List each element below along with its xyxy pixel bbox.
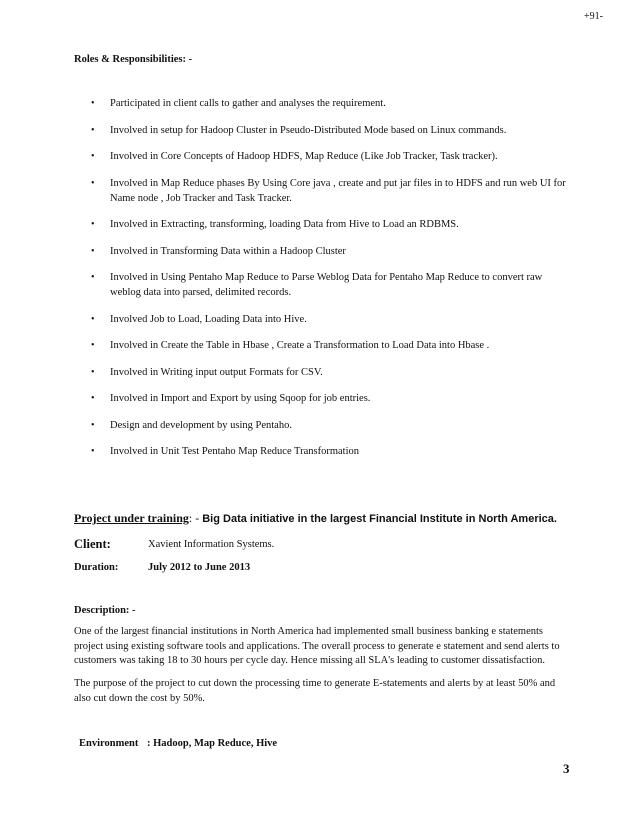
project-title: Big Data initiative in the largest Financial Institute in North America.: [202, 513, 557, 525]
list-item: [74, 149, 574, 164]
project-separator: : -: [188, 511, 203, 525]
header-code: +91-: [584, 11, 603, 22]
list-item: [74, 444, 574, 459]
client-label: Client:: [74, 537, 111, 551]
list-item-text: Involved in Core Concepts of Hadoop HDFS, Map Reduce (Like Job Tracker, Task tracker).: [110, 151, 498, 162]
list-item: [74, 244, 574, 259]
bullet-icon: •: [91, 177, 95, 189]
bullet-icon: •: [91, 245, 95, 257]
list-item-text: Participated in client calls to gather and analyses the requirement.: [110, 98, 386, 109]
page-number: 3: [563, 761, 570, 776]
list-item: [74, 96, 574, 111]
list-item-text: Involved in Transforming Data within a Hadoop Cluster: [110, 245, 346, 257]
client-value: Xavient Information Systems.: [148, 539, 275, 550]
bullet-icon: •: [91, 340, 95, 351]
list-item-text: Involved in Extracting, transforming, loading Data from Hive to Load an RDBMS.: [110, 219, 459, 230]
bullet-icon: •: [91, 419, 95, 431]
list-item-text: Involved in Map Reduce phases By Using Core java , create and put jar files in to HDFS and run web UI for Name node , Job Tracker and Task Tracker.: [110, 177, 566, 204]
bullet-icon: •: [91, 393, 95, 404]
bullet-icon: •: [91, 219, 95, 230]
list-item: [74, 123, 574, 138]
bullet-icon: •: [91, 124, 95, 136]
bullet-icon: •: [91, 272, 95, 283]
list-item: [74, 312, 574, 327]
list-item: [74, 365, 574, 380]
environment-value: : Hadoop, Map Reduce, Hive: [147, 738, 278, 749]
responsibilities-list: [74, 96, 574, 471]
environment-line: [79, 736, 277, 751]
duration-value: July 2012 to June 2013: [148, 562, 251, 573]
bullet-icon: •: [91, 313, 95, 325]
list-item-text: Involved Job to Load, Loading Data into Hive.: [110, 313, 307, 325]
description-heading: Description: -: [74, 605, 136, 616]
list-item: [74, 217, 574, 232]
description-paragraph: One of the largest financial institutions in North America had implemented small business banking e statements project using existing software tools and applications. The overall process to generate e statement and send alerts to customers was taking 18 to 30 hours per cycle day. Hence missing all SLA's leading to customer dissatisfaction.: [74, 626, 560, 666]
duration-label: Duration:: [74, 562, 119, 573]
roles-heading: Roles & Responsibilities: -: [74, 54, 193, 65]
list-item: [74, 418, 574, 433]
project-label: Project under training: [74, 511, 189, 525]
list-item-text: Design and development by using Pentaho.: [110, 419, 292, 431]
purpose-paragraph: The purpose of the project to cut down the processing time to generate E-statements and alerts by at least 50% and also cut down the cost by 50%.: [74, 678, 556, 704]
project-line: [74, 510, 557, 528]
list-item-text: Involved in setup for Hadoop Cluster in Pseudo-Distributed Mode based on Linux commands.: [110, 124, 507, 136]
list-item-text: Involved in Create the Table in Hbase , Create a Transformation to Load Data into Hbase .: [110, 340, 490, 351]
list-item: [74, 176, 574, 206]
environment-label: Environment: [79, 738, 139, 749]
bullet-icon: •: [91, 366, 95, 378]
bullet-icon: •: [91, 446, 95, 457]
list-item-text: Involved in Using Pentaho Map Reduce to Parse Weblog Data for Pentaho Map Reduce to convert raw weblog data into parsed, delimited records.: [110, 272, 543, 298]
list-item-text: Involved in Unit Test Pentaho Map Reduce Transformation: [110, 446, 360, 457]
bullet-icon: •: [91, 151, 95, 162]
list-item: [74, 338, 574, 353]
list-item: [74, 391, 574, 406]
list-item-text: Involved in Writing input output Formats for CSV.: [110, 366, 323, 378]
list-item-text: Involved in Import and Export by using Sqoop for job entries.: [110, 393, 371, 404]
list-item: [74, 270, 574, 300]
bullet-icon: •: [91, 98, 95, 109]
